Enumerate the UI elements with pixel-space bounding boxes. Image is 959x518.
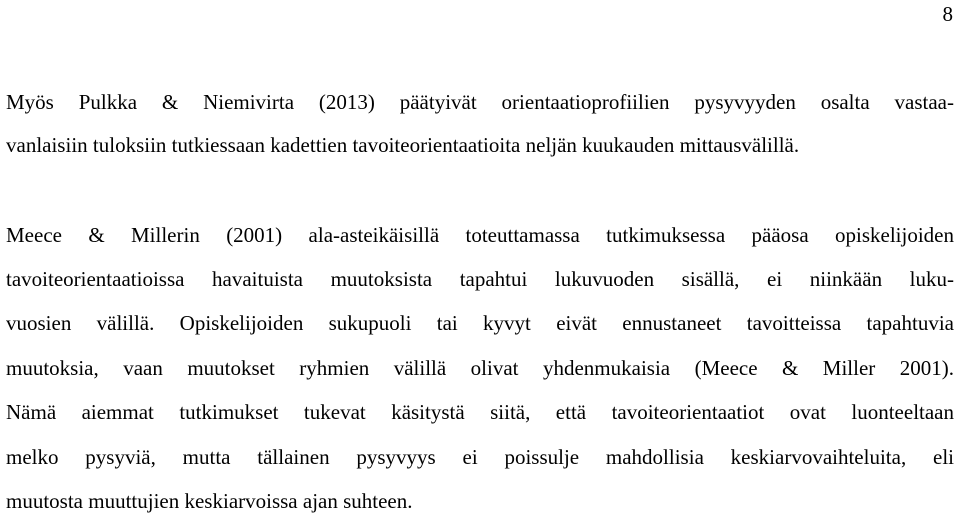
- paragraph-2-line-2: tavoiteorientaatioissa havaituista muutoksista tapahtui lukuvuoden sisällä, ei niinkään luku-: [6, 267, 954, 291]
- paragraph-2-line-6: melko pysyviä, mutta tällainen pysyvyys ei poissulje mahdollisia keskiarvovaihteluita, eli: [6, 445, 954, 469]
- paragraph-2-line-4: muutoksia, vaan muutokset ryhmien välillä olivat yhdenmukaisia (Meece & Miller 2001).: [6, 356, 954, 380]
- paragraph-2-line-3: vuosien välillä. Opiskelijoiden sukupuoli tai kyvyt eivät ennustaneet tavoitteissa tapahtuvia: [6, 311, 954, 335]
- paragraph-1-line-2: vanlaisiin tuloksiin tutkiessaan kadettien tavoiteorientaatioita neljän kuukauden mittausvälillä.: [6, 133, 800, 157]
- paragraph-2-line-5: Nämä aiemmat tutkimukset tukevat käsitystä siitä, että tavoiteorientaatiot ovat luonteeltaan: [6, 400, 954, 424]
- paragraph-2-line-7: muutosta muuttujien keskiarvoissa ajan suhteen.: [6, 489, 413, 513]
- paragraph-2-line-1: Meece & Millerin (2001) ala-asteikäisillä toteuttamassa tutkimuksessa pääosa opiskelijoiden: [6, 223, 954, 247]
- page-number: 8: [942, 2, 953, 26]
- paragraph-1-line-1: Myös Pulkka & Niemivirta (2013) päätyivät orientaatioprofiilien pysyvyyden osalta vastaa-: [6, 90, 954, 114]
